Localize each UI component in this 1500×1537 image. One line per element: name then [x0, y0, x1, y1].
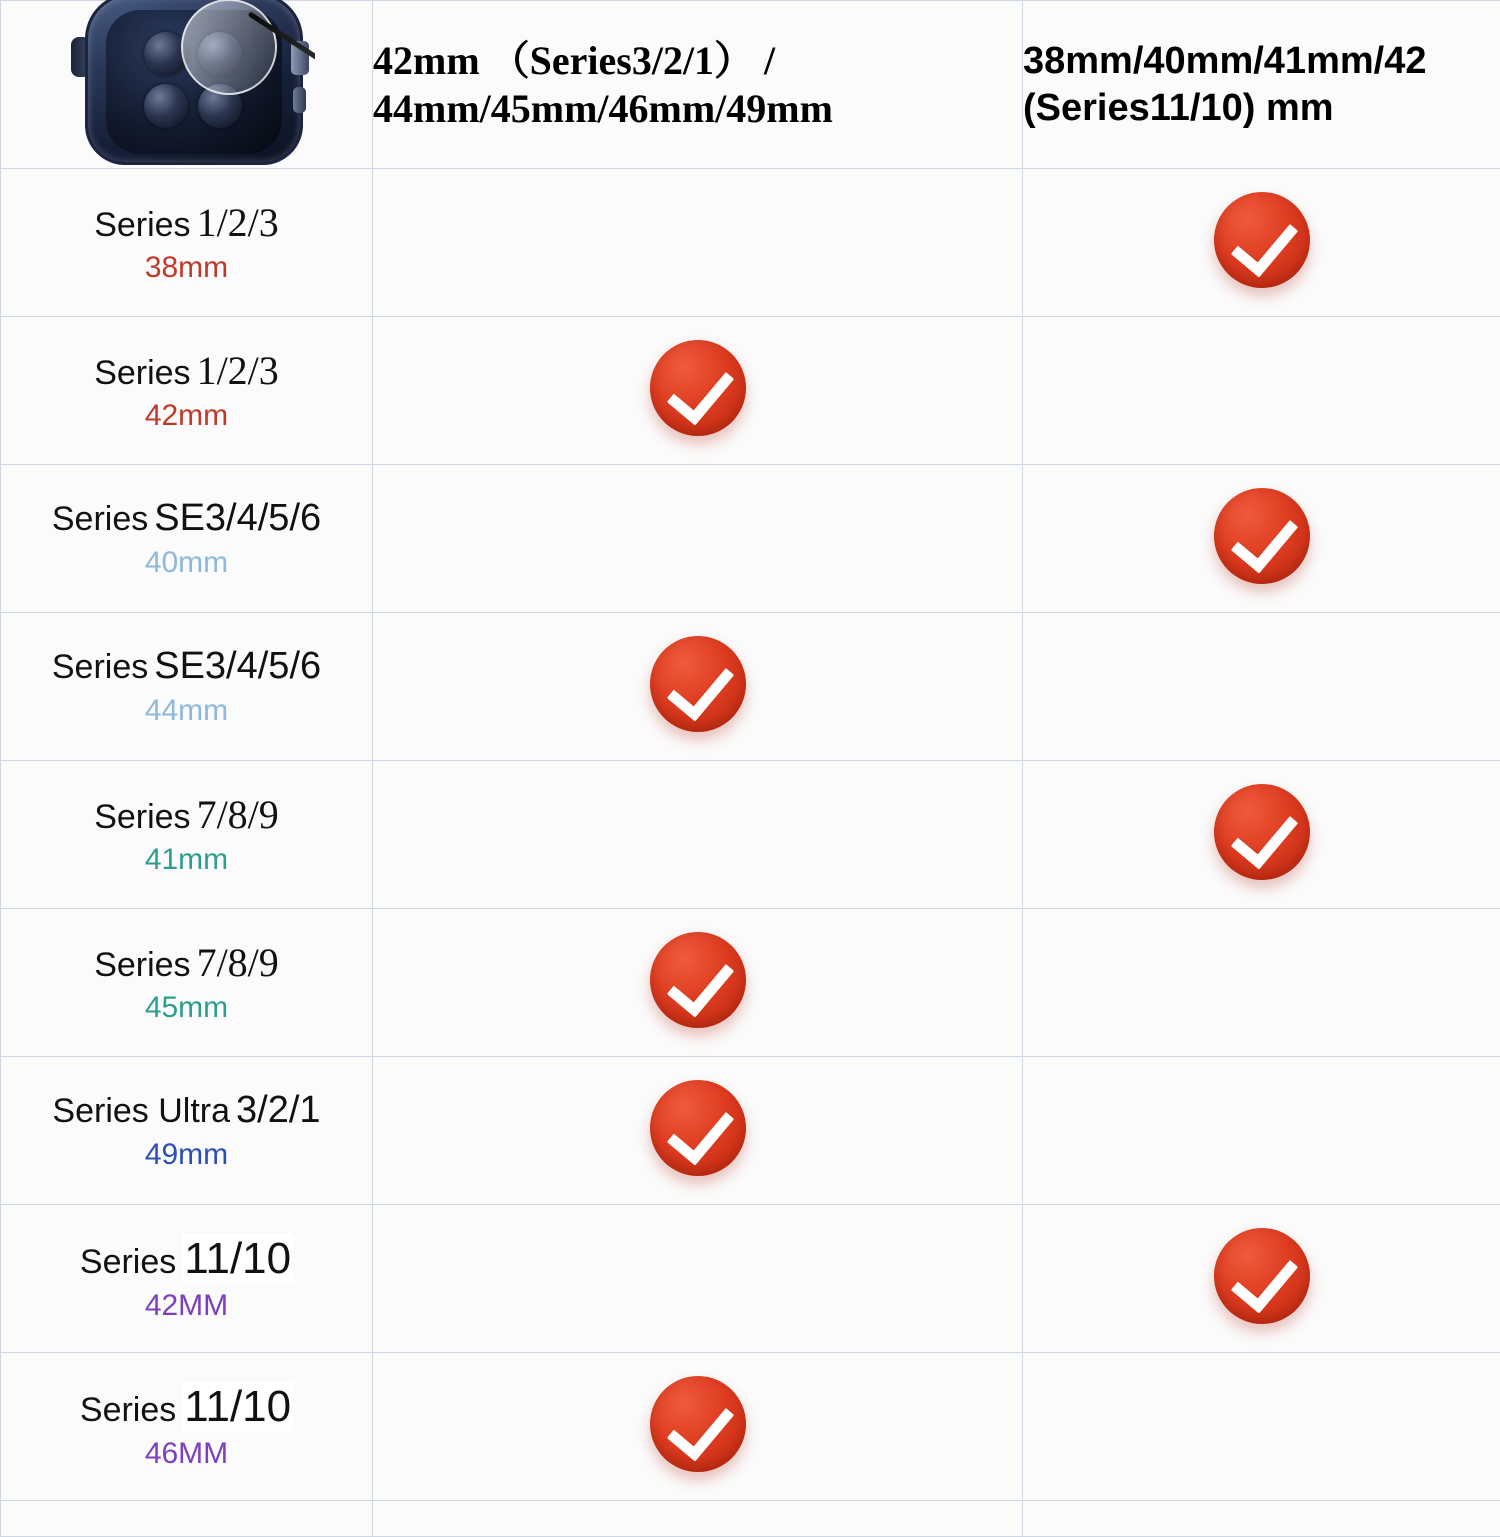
cell-small-size — [1023, 613, 1500, 761]
check-icon — [650, 340, 746, 436]
cell-large-size — [373, 613, 1023, 761]
table-row — [1, 909, 1500, 1057]
table-row — [1, 169, 1500, 317]
apple-watch-image — [63, 0, 315, 165]
cell-large-size — [373, 1205, 1023, 1353]
row-model-label: 1/2/3 — [197, 348, 279, 393]
table-header-row — [1, 1, 1500, 169]
spacer-cell — [1023, 1501, 1500, 1537]
table-body — [1, 169, 1500, 1537]
no-mark — [1261, 1430, 1262, 1431]
row-label-cell — [1, 169, 373, 317]
spacer-cell — [1, 1501, 373, 1537]
row-size-label: 41mm — [145, 844, 228, 876]
check-icon — [1214, 784, 1310, 880]
cell-large-size — [373, 909, 1023, 1057]
check-icon — [650, 1376, 746, 1472]
row-model-label: SE3/4/5/6 — [154, 645, 321, 687]
row-series-label: Series — [94, 946, 190, 984]
no-mark — [1261, 394, 1262, 395]
row-size-label: 44mm — [145, 695, 228, 727]
column-header-large-sizes: 42mm （Series3/2/1） / 44mm/45mm/46mm/49mm — [373, 1, 1023, 169]
table-row — [1, 613, 1500, 761]
table-row — [1, 317, 1500, 465]
no-mark — [697, 1282, 698, 1283]
table-row — [1, 761, 1500, 909]
row-model-label: 11/10 — [182, 1234, 293, 1283]
column-header-small-sizes: 38mm/40mm/41mm/42 (Series11/10) mm — [1023, 1, 1500, 169]
row-size-label: 45mm — [145, 992, 228, 1024]
cell-large-size — [373, 169, 1023, 317]
check-icon — [650, 1080, 746, 1176]
no-mark — [1261, 986, 1262, 987]
cell-small-size — [1023, 1353, 1500, 1501]
table-bottom-spacer — [1, 1501, 1500, 1537]
row-model-label: 7/8/9 — [197, 792, 279, 837]
cell-large-size — [373, 317, 1023, 465]
row-model-label: 3/2/1 — [236, 1089, 321, 1131]
row-label-cell — [1, 317, 373, 465]
row-series-label: Series — [52, 500, 148, 538]
row-model-label: 11/10 — [182, 1382, 293, 1431]
check-icon — [650, 932, 746, 1028]
row-series-label: Series Ultra — [52, 1092, 230, 1130]
row-label-cell — [1, 1057, 373, 1205]
cell-small-size — [1023, 1205, 1500, 1353]
cell-small-size — [1023, 1057, 1500, 1205]
cell-large-size — [373, 761, 1023, 909]
row-label-cell — [1, 1353, 373, 1501]
row-model-label: 7/8/9 — [197, 940, 279, 985]
cell-large-size — [373, 1353, 1023, 1501]
row-size-label: 42MM — [145, 1290, 228, 1322]
check-icon — [1214, 192, 1310, 288]
no-mark — [697, 838, 698, 839]
check-icon — [1214, 488, 1310, 584]
no-mark — [1261, 1134, 1262, 1135]
row-label-cell — [1, 761, 373, 909]
cell-small-size — [1023, 317, 1500, 465]
cell-small-size — [1023, 169, 1500, 317]
camera-lens-icon — [144, 84, 188, 128]
row-size-label: 40mm — [145, 547, 228, 579]
no-mark — [697, 246, 698, 247]
table-row — [1, 1057, 1500, 1205]
table-row — [1, 1353, 1500, 1501]
row-size-label: 49mm — [145, 1139, 228, 1171]
row-label-cell — [1, 909, 373, 1057]
row-size-label: 46MM — [145, 1438, 228, 1470]
no-mark — [1261, 690, 1262, 691]
row-series-label: Series — [94, 206, 190, 244]
row-label-cell — [1, 1205, 373, 1353]
cell-large-size — [373, 465, 1023, 613]
table-row — [1, 1205, 1500, 1353]
side-button — [293, 87, 306, 113]
check-icon — [1214, 1228, 1310, 1324]
row-size-label: 38mm — [145, 252, 228, 284]
row-label-cell — [1, 465, 373, 613]
row-series-label: Series — [52, 648, 148, 686]
row-model-label: SE3/4/5/6 — [154, 497, 321, 539]
cell-small-size — [1023, 761, 1500, 909]
spacer-cell — [373, 1501, 1023, 1537]
no-mark — [697, 542, 698, 543]
cell-large-size — [373, 1057, 1023, 1205]
cell-small-size — [1023, 465, 1500, 613]
table-row — [1, 465, 1500, 613]
row-series-label: Series — [80, 1243, 176, 1281]
row-series-label: Series — [80, 1391, 176, 1429]
row-series-label: Series — [94, 798, 190, 836]
product-image-cell — [1, 1, 373, 169]
row-size-label: 42mm — [145, 400, 228, 432]
cell-small-size — [1023, 909, 1500, 1057]
row-model-label: 1/2/3 — [197, 200, 279, 245]
row-series-label: Series — [94, 354, 190, 392]
row-label-cell — [1, 613, 373, 761]
check-icon — [650, 636, 746, 732]
